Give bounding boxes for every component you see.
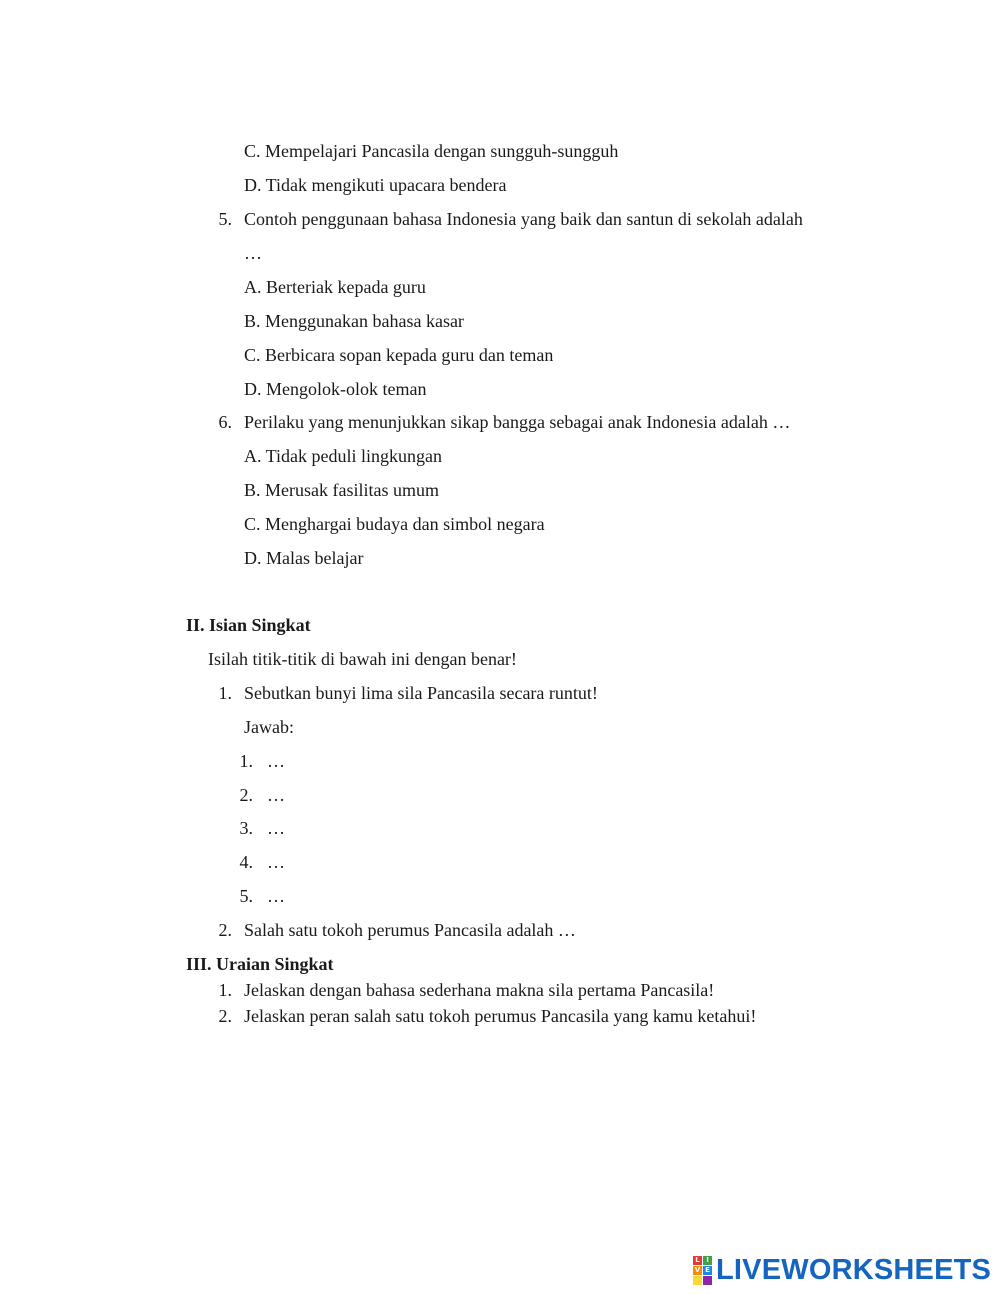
q4-option-d: D. Tidak mengikuti upacara bendera [244,175,507,195]
logo-mark-cell [693,1276,702,1285]
logo-mark-cell: L [693,1256,702,1265]
answer-number: 4. [239,852,253,872]
q5-text: Contoh penggunaan bahasa Indonesia yang baik dan santun di sekolah adalah [244,209,803,229]
answer-blank[interactable]: … [267,751,285,771]
q4-option-c: C. Mempelajari Pancasila dengan sungguh-sungguh [244,141,619,161]
s2-q1-answer-label: Jawab: [244,717,294,737]
answer-number: 3. [239,818,253,838]
answer-number: 2. [239,785,253,805]
logo-mark-cell: I [703,1256,712,1265]
answer-blank[interactable]: … [267,852,285,872]
q6-option-a: A. Tidak peduli lingkungan [244,446,443,466]
section2-heading: II. Isian Singkat [186,615,311,635]
q6-text: Perilaku yang menunjukkan sikap bangga sebagai anak Indonesia adalah … [244,412,791,432]
answer-number: 1. [239,751,253,771]
liveworksheets-logo-text: LIVEWORKSHEETS [716,1253,992,1286]
q5-number: 5. [218,209,232,229]
s2-q1-text: Sebutkan bunyi lima sila Pancasila secara runtut! [244,683,598,703]
liveworksheets-logo [693,1255,991,1285]
logo-mark-cell: V [694,1265,701,1274]
s2-q2-number: 2. [218,920,232,940]
q6-number: 6. [218,412,232,432]
answer-blank[interactable]: … [267,886,285,906]
s2-q1-number: 1. [218,683,232,703]
liveworksheets-logo-icon [693,1256,712,1285]
answer-blank[interactable]: … [267,785,285,805]
q5-option-d: D. Mengolok-olok teman [244,379,427,399]
section3-heading: III. Uraian Singkat [186,954,334,974]
s3-q2-text: Jelaskan peran salah satu tokoh perumus Pancasila yang kamu ketahui! [244,1006,757,1026]
s3-q2-number: 2. [218,1006,232,1026]
q5-text-continuation: … [244,243,262,263]
s3-q1-number: 1. [218,980,232,1000]
q6-option-b: B. Merusak fasilitas umum [244,480,439,500]
q6-option-d: D. Malas belajar [244,548,364,568]
logo-mark-cell: E [703,1266,712,1275]
section2-instruction: Isilah titik-titik di bawah ini dengan benar! [208,649,517,669]
q6-option-c: C. Menghargai budaya dan simbol negara [244,514,545,534]
q5-option-a: A. Berteriak kepada guru [244,277,426,297]
answer-number: 5. [239,886,253,906]
s2-q2-text: Salah satu tokoh perumus Pancasila adalah … [244,920,576,940]
logo-mark-cell [703,1276,712,1285]
s3-q1-text: Jelaskan dengan bahasa sederhana makna sila pertama Pancasila! [244,980,715,1000]
q5-option-c: C. Berbicara sopan kepada guru dan teman [244,345,554,365]
answer-blank[interactable]: … [267,818,285,838]
q5-option-b: B. Menggunakan bahasa kasar [244,311,464,331]
